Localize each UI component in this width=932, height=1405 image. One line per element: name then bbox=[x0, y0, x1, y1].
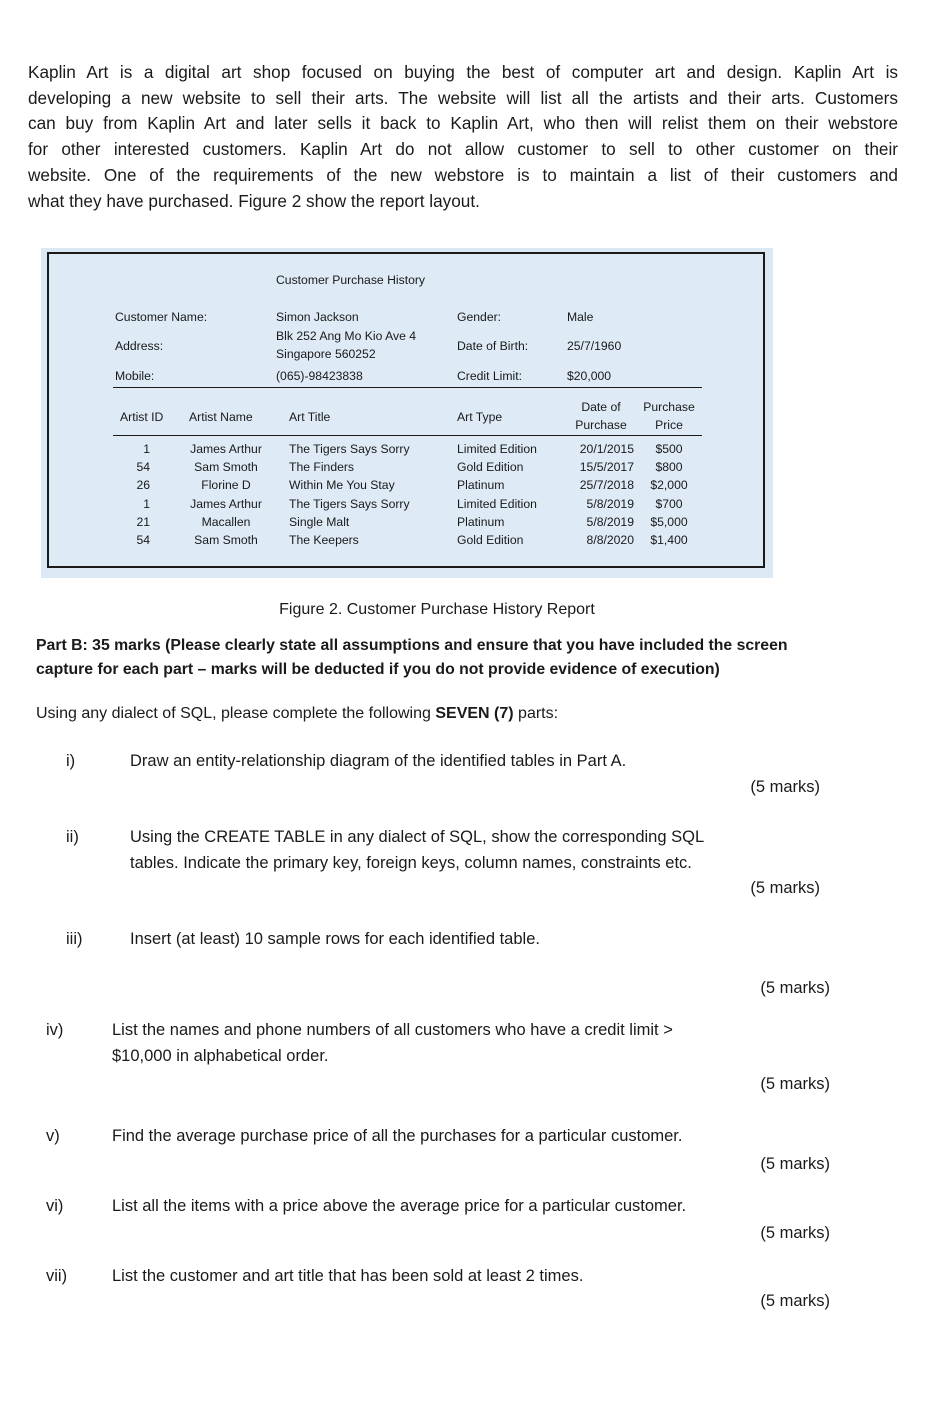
value-mobile: (065)-98423838 bbox=[276, 369, 363, 383]
question-marks: (5 marks) bbox=[760, 979, 830, 997]
cell-artist-name: Sam Smoth bbox=[194, 533, 258, 547]
value-address-line2: Singapore 560252 bbox=[276, 347, 376, 361]
question-marks: (5 marks) bbox=[760, 1292, 830, 1310]
cell-date: 5/8/2019 bbox=[586, 497, 634, 511]
col-header-art-title: Art Title bbox=[289, 410, 331, 424]
label-gender: Gender: bbox=[457, 310, 502, 324]
cell-artist-id: 54 bbox=[136, 533, 150, 547]
cell-artist-id: 26 bbox=[136, 478, 150, 492]
intro-line: Kaplin Art is a digital art shop focused on buying the best of computer art and design. Kaplin Art is bbox=[28, 62, 898, 82]
cell-art-title: Within Me You Stay bbox=[289, 478, 395, 492]
instructions-count: SEVEN (7) bbox=[435, 705, 514, 722]
col-header-art-type: Art Type bbox=[457, 410, 503, 424]
col-header-artist-name: Artist Name bbox=[189, 410, 253, 424]
cell-artist-name: James Arthur bbox=[190, 442, 262, 456]
cell-price: $1,400 bbox=[650, 533, 688, 547]
col-header-price-line1: Purchase bbox=[643, 400, 695, 414]
intro-line: can buy from Kaplin Art and later sells it back to Kaplin Art, who then will relist them on their webstore bbox=[28, 113, 898, 134]
intro-line: for other interested customers. Kaplin Art do not allow customer to sell to other customer on their bbox=[28, 139, 898, 160]
intro-paragraph bbox=[28, 60, 898, 214]
cell-price: $5,000 bbox=[650, 515, 688, 529]
value-address-line1: Blk 252 Ang Mo Kio Ave 4 bbox=[276, 329, 417, 343]
label-customer-name: Customer Name: bbox=[115, 310, 208, 324]
part-b-line: Part B: 35 marks (Please clearly state all assumptions and ensure that you have included the screen bbox=[36, 637, 788, 654]
col-header-date-line2: Purchase bbox=[575, 418, 627, 432]
question-marks: (5 marks) bbox=[750, 879, 820, 897]
cell-art-type: Limited Edition bbox=[457, 442, 537, 456]
question-text: Insert (at least) 10 sample rows for each identified table. bbox=[130, 930, 540, 948]
question-text: tables. Indicate the primary key, foreign keys, column names, constraints etc. bbox=[130, 854, 692, 872]
divider bbox=[113, 387, 702, 388]
question-text: $10,000 in alphabetical order. bbox=[112, 1047, 329, 1065]
cell-price: $500 bbox=[655, 442, 683, 456]
cell-art-type: Limited Edition bbox=[457, 497, 537, 511]
figure-caption: Figure 2. Customer Purchase History Report bbox=[279, 601, 595, 618]
question-number: ii) bbox=[66, 828, 79, 846]
question-number: iv) bbox=[46, 1021, 64, 1039]
question-number: v) bbox=[46, 1127, 60, 1145]
cell-artist-id: 1 bbox=[143, 497, 150, 511]
value-gender: Male bbox=[567, 310, 594, 324]
col-header-date-line1: Date of bbox=[581, 400, 621, 414]
divider bbox=[113, 435, 702, 436]
col-header-price-line2: Price bbox=[655, 418, 683, 432]
col-header-artist-id: Artist ID bbox=[120, 410, 164, 424]
value-customer-name: Simon Jackson bbox=[276, 310, 359, 324]
cell-date: 25/7/2018 bbox=[579, 478, 634, 492]
cell-art-type: Gold Edition bbox=[457, 533, 524, 547]
cell-artist-name: Macallen bbox=[201, 515, 251, 529]
cell-artist-name: Sam Smoth bbox=[194, 460, 258, 474]
cell-art-title: The Finders bbox=[289, 460, 355, 474]
cell-art-title: The Tigers Says Sorry bbox=[289, 497, 410, 511]
question-number: vi) bbox=[46, 1197, 64, 1215]
cell-artist-id: 21 bbox=[136, 515, 150, 529]
instructions-text: Using any dialect of SQL, please complete the following bbox=[36, 705, 436, 722]
question-text: Draw an entity-relationship diagram of the identified tables in Part A. bbox=[130, 752, 627, 770]
report-title: Customer Purchase History bbox=[276, 273, 426, 287]
question-number: vii) bbox=[46, 1267, 68, 1285]
cell-art-title: The Keepers bbox=[289, 533, 359, 547]
cell-date: 15/5/2017 bbox=[579, 460, 634, 474]
question-text: Find the average purchase price of all the purchases for a particular customer. bbox=[112, 1127, 683, 1145]
cell-date: 8/8/2020 bbox=[586, 533, 634, 547]
cell-art-type: Platinum bbox=[457, 515, 505, 529]
part-b-line: capture for each part – marks will be deducted if you do not provide evidence of execution) bbox=[36, 661, 720, 678]
cell-date: 20/1/2015 bbox=[579, 442, 634, 456]
question-text: List the customer and art title that has been sold at least 2 times. bbox=[112, 1267, 584, 1285]
value-credit-limit: $20,000 bbox=[567, 369, 612, 383]
cell-art-title: Single Malt bbox=[289, 515, 350, 529]
cell-artist-id: 1 bbox=[143, 442, 150, 456]
cell-artist-id: 54 bbox=[136, 460, 150, 474]
question-text: List all the items with a price above the average price for a particular customer. bbox=[112, 1197, 687, 1215]
intro-line: what they have purchased. Figure 2 show the report layout. bbox=[28, 190, 480, 211]
intro-line: website. One of the requirements of the new webstore is to maintain a list of their customers and bbox=[28, 164, 898, 185]
cell-artist-name: Florine D bbox=[201, 478, 251, 492]
question-marks: (5 marks) bbox=[760, 1224, 830, 1242]
instructions-text: parts: bbox=[513, 705, 559, 722]
question-number: iii) bbox=[66, 930, 83, 948]
question-text: Using the CREATE TABLE in any dialect of SQL, show the corresponding SQL bbox=[130, 828, 705, 846]
cell-art-title: The Tigers Says Sorry bbox=[289, 442, 410, 456]
cell-artist-name: James Arthur bbox=[190, 497, 262, 511]
intro-line: developing a new website to sell their arts. The website will list all the artists and their arts. Customers bbox=[28, 87, 898, 108]
question-marks: (5 marks) bbox=[760, 1075, 830, 1093]
cell-price: $2,000 bbox=[650, 478, 688, 492]
label-address: Address: bbox=[115, 339, 164, 353]
cell-price: $800 bbox=[655, 460, 683, 474]
part-b-heading bbox=[36, 634, 856, 682]
instructions bbox=[36, 705, 558, 723]
cell-date: 5/8/2019 bbox=[586, 515, 634, 529]
question-number: i) bbox=[66, 752, 76, 770]
question-text: List the names and phone numbers of all customers who have a credit limit > bbox=[112, 1021, 673, 1039]
cell-art-type: Gold Edition bbox=[457, 460, 524, 474]
question-marks: (5 marks) bbox=[750, 778, 820, 796]
label-dob: Date of Birth: bbox=[457, 339, 529, 353]
question-marks: (5 marks) bbox=[760, 1155, 830, 1173]
label-mobile: Mobile: bbox=[115, 369, 155, 383]
cell-art-type: Platinum bbox=[457, 478, 505, 492]
value-dob: 25/7/1960 bbox=[567, 339, 622, 353]
label-credit-limit: Credit Limit: bbox=[457, 369, 523, 383]
cell-price: $700 bbox=[655, 497, 683, 511]
